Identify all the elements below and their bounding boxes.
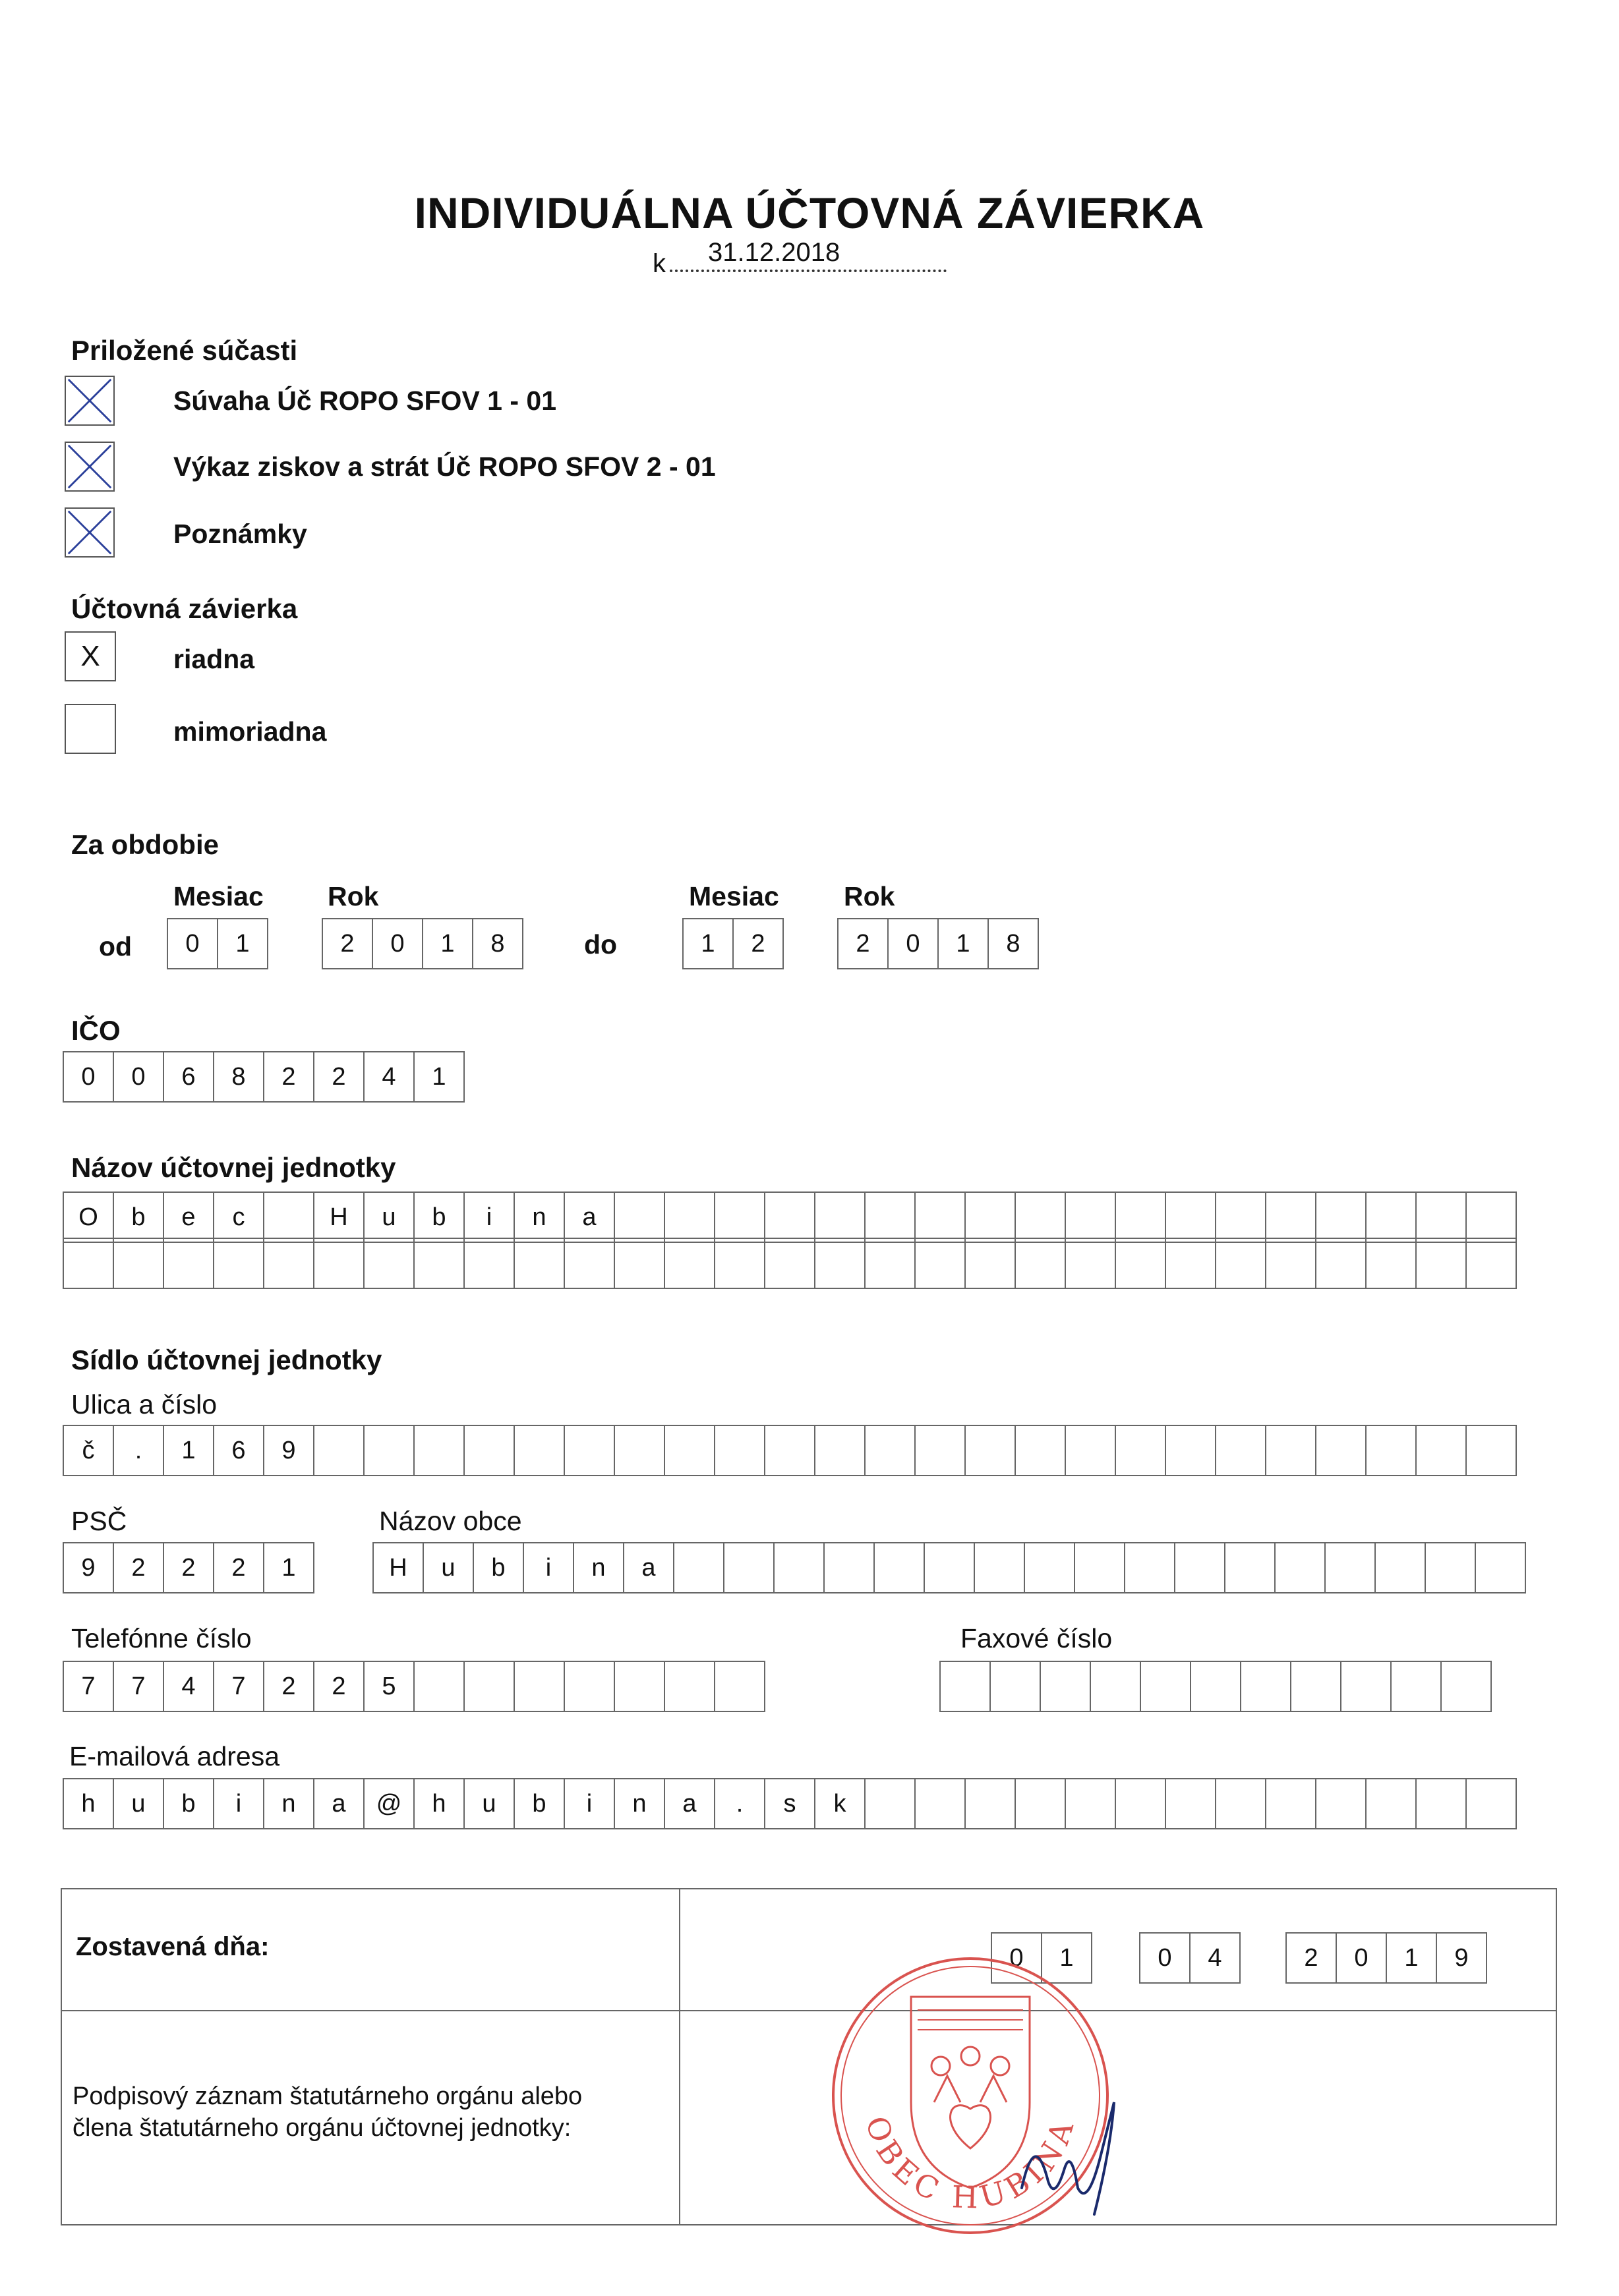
- street-grid-cell[interactable]: 9: [263, 1425, 314, 1476]
- phone-grid-cell[interactable]: 7: [113, 1661, 164, 1712]
- town-grid-cell[interactable]: [1074, 1542, 1125, 1593]
- regular-label: riadna: [173, 644, 255, 674]
- to-year-label: Rok: [844, 881, 895, 911]
- street-grid-cell[interactable]: [1215, 1425, 1266, 1476]
- street-grid-cell[interactable]: [514, 1425, 565, 1476]
- street-grid-cell[interactable]: [1365, 1425, 1417, 1476]
- email-grid-cell[interactable]: b: [514, 1778, 565, 1829]
- entity-name-row2-cell[interactable]: [313, 1238, 365, 1289]
- email-grid-cell[interactable]: n: [614, 1778, 665, 1829]
- email-grid-cell[interactable]: [1415, 1778, 1467, 1829]
- town-grid-cell[interactable]: [1425, 1542, 1476, 1593]
- psc-grid-cell[interactable]: 2: [163, 1542, 214, 1593]
- entity-name-row1-cell[interactable]: [1165, 1191, 1216, 1243]
- entity-name-row1-cell[interactable]: [1465, 1191, 1517, 1243]
- street-grid-cell[interactable]: [864, 1425, 916, 1476]
- street-grid-cell[interactable]: [1265, 1425, 1316, 1476]
- email-grid-cell[interactable]: [964, 1778, 1016, 1829]
- period-heading: Za obdobie: [71, 829, 219, 860]
- ico-grid-cell[interactable]: 2: [263, 1051, 314, 1103]
- to-month-grid-cell[interactable]: 1: [682, 918, 734, 969]
- street-grid-cell[interactable]: [1115, 1425, 1166, 1476]
- to-month-label: Mesiac: [689, 881, 779, 911]
- fax-grid-cell[interactable]: [1440, 1661, 1492, 1712]
- entity-name-row2-cell[interactable]: [764, 1238, 815, 1289]
- town-grid-cell[interactable]: [1374, 1542, 1426, 1593]
- entity-name-row1-cell[interactable]: [914, 1191, 966, 1243]
- from-year-grid-cell[interactable]: 2: [322, 918, 373, 969]
- as-of-line: [653, 238, 947, 279]
- street-grid-cell[interactable]: [564, 1425, 615, 1476]
- email-grid-cell[interactable]: [1015, 1778, 1066, 1829]
- entity-name-row1-cell[interactable]: O: [63, 1191, 114, 1243]
- table-divider-vertical: [679, 1888, 680, 2225]
- town-grid-cell[interactable]: H: [372, 1542, 424, 1593]
- phone-grid-cell[interactable]: [514, 1661, 565, 1712]
- entity-name-row1-cell[interactable]: [1015, 1191, 1066, 1243]
- email-grid-cell[interactable]: h: [63, 1778, 114, 1829]
- fax-grid-cell[interactable]: [1240, 1661, 1291, 1712]
- street-grid-cell[interactable]: [463, 1425, 515, 1476]
- psc-label: PSČ: [71, 1506, 127, 1536]
- entity-name-row2-cell[interactable]: [814, 1238, 866, 1289]
- email-grid-cell[interactable]: [1465, 1778, 1517, 1829]
- entity-name-row1-cell[interactable]: [1265, 1191, 1316, 1243]
- phone-grid-cell[interactable]: 7: [63, 1661, 114, 1712]
- town-grid-cell[interactable]: [773, 1542, 825, 1593]
- town-grid-cell[interactable]: u: [423, 1542, 474, 1593]
- to-year-grid-cell[interactable]: 1: [937, 918, 989, 969]
- entity-name-row1-cell[interactable]: [1365, 1191, 1417, 1243]
- from-year-label: Rok: [328, 881, 379, 911]
- to-label: do: [584, 929, 618, 960]
- ico-grid-cell[interactable]: 8: [213, 1051, 264, 1103]
- fax-grid-cell[interactable]: [1040, 1661, 1091, 1712]
- entity-name-row2-cell[interactable]: [1265, 1238, 1316, 1289]
- attached-check-2[interactable]: [65, 442, 115, 492]
- phone-label: Telefónne číslo: [71, 1623, 252, 1653]
- street-grid-cell[interactable]: [914, 1425, 966, 1476]
- ico-heading: IČO: [71, 1015, 121, 1046]
- entity-name-row1-cell[interactable]: H: [313, 1191, 365, 1243]
- as-of-date-field[interactable]: [670, 238, 947, 272]
- entity-name-row1-cell[interactable]: [664, 1191, 715, 1243]
- entity-name-row1-cell[interactable]: [864, 1191, 916, 1243]
- psc-grid-cell[interactable]: 1: [263, 1542, 314, 1593]
- from-month-grid-cell[interactable]: 1: [217, 918, 268, 969]
- email-grid-cell[interactable]: [1115, 1778, 1166, 1829]
- attached-label-3: Poznámky: [173, 519, 307, 549]
- street-grid-cell[interactable]: č: [63, 1425, 114, 1476]
- street-grid-cell[interactable]: [664, 1425, 715, 1476]
- fax-grid-cell[interactable]: [1340, 1661, 1392, 1712]
- email-label: E-mailová adresa: [69, 1741, 280, 1771]
- attached-label-2: Výkaz ziskov a strát Úč ROPO SFOV 2 - 01: [173, 451, 716, 482]
- email-grid-cell[interactable]: u: [113, 1778, 164, 1829]
- fax-grid-cell[interactable]: [1290, 1661, 1341, 1712]
- town-grid[interactable]: [372, 1542, 1526, 1593]
- phone-grid-cell[interactable]: [614, 1661, 665, 1712]
- town-grid-cell[interactable]: [974, 1542, 1025, 1593]
- entity-name-row2-cell[interactable]: [664, 1238, 715, 1289]
- entity-name-row1-cell[interactable]: [964, 1191, 1016, 1243]
- to-year-grid[interactable]: [837, 918, 1039, 969]
- entity-name-row2-cell[interactable]: [914, 1238, 966, 1289]
- email-grid-cell[interactable]: [1365, 1778, 1417, 1829]
- from-year-grid-cell[interactable]: 0: [372, 918, 423, 969]
- to-month-grid[interactable]: [682, 918, 784, 969]
- email-grid-cell[interactable]: n: [263, 1778, 314, 1829]
- entity-name-row1-cell[interactable]: b: [113, 1191, 164, 1243]
- ico-grid-cell[interactable]: 6: [163, 1051, 214, 1103]
- fax-label: Faxové číslo: [960, 1623, 1113, 1653]
- phone-grid-cell[interactable]: 2: [263, 1661, 314, 1712]
- entity-name-row2-cell[interactable]: [213, 1238, 264, 1289]
- email-grid-cell[interactable]: [1315, 1778, 1367, 1829]
- email-grid-cell[interactable]: [864, 1778, 916, 1829]
- street-grid-cell[interactable]: [714, 1425, 765, 1476]
- email-grid-cell[interactable]: [914, 1778, 966, 1829]
- phone-grid-cell[interactable]: [564, 1661, 615, 1712]
- email-grid-cell[interactable]: [1165, 1778, 1216, 1829]
- entity-name-heading: Názov účtovnej jednotky: [71, 1152, 396, 1183]
- entity-name-row2-cell[interactable]: [514, 1238, 565, 1289]
- entity-name-row2-cell[interactable]: [363, 1238, 415, 1289]
- handwritten-signature-icon: [1015, 2089, 1134, 2221]
- entity-name-row2-cell[interactable]: [1315, 1238, 1367, 1289]
- street-grid-cell[interactable]: [363, 1425, 415, 1476]
- entity-name-row2-cell[interactable]: [614, 1238, 665, 1289]
- phone-grid-cell[interactable]: 7: [213, 1661, 264, 1712]
- town-grid-cell[interactable]: [673, 1542, 724, 1593]
- entity-name-row2-cell[interactable]: [1165, 1238, 1216, 1289]
- town-label: Názov obce: [379, 1506, 522, 1536]
- from-month-grid[interactable]: [167, 918, 268, 969]
- entity-name-row1-cell[interactable]: [1215, 1191, 1266, 1243]
- from-year-grid-cell[interactable]: 1: [422, 918, 473, 969]
- entity-name-row1-cell[interactable]: [1415, 1191, 1467, 1243]
- ico-grid-cell[interactable]: 4: [363, 1051, 415, 1103]
- entity-name-row2-cell[interactable]: [1465, 1238, 1517, 1289]
- from-label: od: [99, 931, 132, 961]
- entity-name-row2-cell[interactable]: [1015, 1238, 1066, 1289]
- phone-grid-cell[interactable]: [463, 1661, 515, 1712]
- extraordinary-label: mimoriadna: [173, 716, 327, 747]
- town-grid-cell[interactable]: [1224, 1542, 1276, 1593]
- to-month-grid-cell[interactable]: 2: [732, 918, 784, 969]
- ico-grid[interactable]: [63, 1051, 465, 1103]
- entity-name-row1-cell[interactable]: e: [163, 1191, 214, 1243]
- entity-name-row1[interactable]: [63, 1191, 1517, 1243]
- fax-grid-cell[interactable]: [1190, 1661, 1241, 1712]
- psc-grid-cell[interactable]: 2: [213, 1542, 264, 1593]
- attached-check-1[interactable]: [65, 376, 115, 426]
- extraordinary-check[interactable]: [65, 704, 116, 754]
- entity-name-row1-cell[interactable]: [714, 1191, 765, 1243]
- compiled-year-grid-cell[interactable]: 2: [1285, 1932, 1337, 1984]
- town-grid-cell[interactable]: [723, 1542, 775, 1593]
- street-grid-cell[interactable]: [814, 1425, 866, 1476]
- email-grid-cell[interactable]: i: [213, 1778, 264, 1829]
- entity-name-row2-cell[interactable]: [564, 1238, 615, 1289]
- compiled-year-grid-cell[interactable]: 1: [1386, 1932, 1437, 1984]
- street-grid-cell[interactable]: [1165, 1425, 1216, 1476]
- ico-grid-cell[interactable]: 2: [313, 1051, 365, 1103]
- signature-label-line2: člena štatutárneho orgánu účtovnej jednotky:: [73, 2114, 572, 2142]
- entity-name-row2-cell[interactable]: [163, 1238, 214, 1289]
- entity-name-row2-cell[interactable]: [714, 1238, 765, 1289]
- town-grid-cell[interactable]: [873, 1542, 925, 1593]
- email-grid-cell[interactable]: a: [313, 1778, 365, 1829]
- street-grid-cell[interactable]: .: [113, 1425, 164, 1476]
- town-grid-cell[interactable]: [823, 1542, 875, 1593]
- fax-grid-cell[interactable]: [1090, 1661, 1141, 1712]
- email-grid-cell[interactable]: .: [714, 1778, 765, 1829]
- attached-check-3[interactable]: [65, 507, 115, 558]
- entity-name-row1-cell[interactable]: u: [363, 1191, 415, 1243]
- town-grid-cell[interactable]: [1124, 1542, 1175, 1593]
- compiled-day-grid-cell[interactable]: 1: [1041, 1932, 1092, 1984]
- compiled-month-grid-cell[interactable]: 4: [1189, 1932, 1241, 1984]
- email-grid-cell[interactable]: a: [664, 1778, 715, 1829]
- entity-name-row1-cell[interactable]: c: [213, 1191, 264, 1243]
- town-grid-cell[interactable]: n: [573, 1542, 624, 1593]
- entity-name-row1-cell[interactable]: b: [413, 1191, 465, 1243]
- compiled-year-grid-cell[interactable]: 0: [1336, 1932, 1387, 1984]
- compiled-day-grid-cell[interactable]: 0: [991, 1932, 1042, 1984]
- street-grid[interactable]: [63, 1425, 1517, 1476]
- street-grid-cell[interactable]: [413, 1425, 465, 1476]
- entity-name-row2[interactable]: [63, 1238, 1517, 1289]
- town-grid-cell[interactable]: [1024, 1542, 1075, 1593]
- psc-grid[interactable]: [63, 1542, 314, 1593]
- email-grid-cell[interactable]: s: [764, 1778, 815, 1829]
- entity-name-row1-cell[interactable]: [814, 1191, 866, 1243]
- email-grid-cell[interactable]: [1215, 1778, 1266, 1829]
- entity-name-row2-cell[interactable]: [463, 1238, 515, 1289]
- ico-grid-cell[interactable]: 0: [63, 1051, 114, 1103]
- compiled-month-grid[interactable]: [1139, 1932, 1241, 1984]
- street-grid-cell[interactable]: [614, 1425, 665, 1476]
- entity-name-row2-cell[interactable]: [1365, 1238, 1417, 1289]
- entity-name-row1-cell[interactable]: [1065, 1191, 1116, 1243]
- compiled-label: Zostavená dňa:: [76, 1932, 270, 1961]
- street-grid-cell[interactable]: 1: [163, 1425, 214, 1476]
- attached-parts-heading: Priložené súčasti: [71, 335, 298, 366]
- email-grid-cell[interactable]: h: [413, 1778, 465, 1829]
- psc-grid-cell[interactable]: 9: [63, 1542, 114, 1593]
- entity-name-row1-cell[interactable]: [1115, 1191, 1166, 1243]
- email-grid-cell[interactable]: @: [363, 1778, 415, 1829]
- document-title: INDIVIDUÁLNA ÚČTOVNÁ ZÁVIERKA: [414, 188, 1205, 237]
- entity-name-row1-cell[interactable]: [1315, 1191, 1367, 1243]
- fax-grid-cell[interactable]: [939, 1661, 991, 1712]
- town-grid-cell[interactable]: a: [623, 1542, 674, 1593]
- entity-name-row2-cell[interactable]: [864, 1238, 916, 1289]
- from-year-grid-cell[interactable]: 8: [472, 918, 523, 969]
- phone-grid[interactable]: [63, 1661, 765, 1712]
- town-grid-cell[interactable]: [1324, 1542, 1376, 1593]
- as-of-date: 31.12.2018: [708, 238, 840, 267]
- entity-name-row2-cell[interactable]: [1065, 1238, 1116, 1289]
- entity-name-row2-cell[interactable]: [1115, 1238, 1166, 1289]
- entity-name-row1-cell[interactable]: i: [463, 1191, 515, 1243]
- entity-name-row1-cell[interactable]: a: [564, 1191, 615, 1243]
- compiled-month-grid-cell[interactable]: 0: [1139, 1932, 1191, 1984]
- statement-type-heading: Účtovná závierka: [71, 593, 298, 624]
- street-grid-cell[interactable]: [1015, 1425, 1066, 1476]
- phone-grid-cell[interactable]: 4: [163, 1661, 214, 1712]
- street-grid-cell[interactable]: [1465, 1425, 1517, 1476]
- ico-grid-cell[interactable]: 1: [413, 1051, 465, 1103]
- table-divider-horizontal: [61, 2010, 1557, 2011]
- to-year-grid-cell[interactable]: 8: [987, 918, 1039, 969]
- entity-name-row1-cell[interactable]: [263, 1191, 314, 1243]
- to-year-grid-cell[interactable]: 2: [837, 918, 889, 969]
- psc-grid-cell[interactable]: 2: [113, 1542, 164, 1593]
- entity-name-row2-cell[interactable]: [263, 1238, 314, 1289]
- entity-name-row1-cell[interactable]: [614, 1191, 665, 1243]
- address-heading: Sídlo účtovnej jednotky: [71, 1344, 382, 1375]
- entity-name-row2-cell[interactable]: [964, 1238, 1016, 1289]
- entity-name-row2-cell[interactable]: [63, 1238, 114, 1289]
- email-grid-cell[interactable]: [1065, 1778, 1116, 1829]
- fax-grid-cell[interactable]: [1140, 1661, 1191, 1712]
- town-grid-cell[interactable]: [1274, 1542, 1326, 1593]
- street-grid-cell[interactable]: [1065, 1425, 1116, 1476]
- signature-label-line1: Podpisový záznam štatutárneho orgánu alebo: [73, 2082, 583, 2110]
- street-grid-cell[interactable]: [764, 1425, 815, 1476]
- town-grid-cell[interactable]: [1475, 1542, 1526, 1593]
- phone-grid-cell[interactable]: 5: [363, 1661, 415, 1712]
- town-grid-cell[interactable]: b: [473, 1542, 524, 1593]
- email-grid-cell[interactable]: u: [463, 1778, 515, 1829]
- regular-check[interactable]: X: [65, 631, 116, 681]
- entity-name-row1-cell[interactable]: [764, 1191, 815, 1243]
- entity-name-row2-cell[interactable]: [413, 1238, 465, 1289]
- fax-grid-cell[interactable]: [1390, 1661, 1442, 1712]
- from-month-grid-cell[interactable]: 0: [167, 918, 218, 969]
- town-grid-cell[interactable]: [1174, 1542, 1225, 1593]
- town-grid-cell[interactable]: [924, 1542, 975, 1593]
- phone-grid-cell[interactable]: [714, 1661, 765, 1712]
- street-grid-cell[interactable]: [1315, 1425, 1367, 1476]
- street-grid-cell[interactable]: 6: [213, 1425, 264, 1476]
- ico-grid-cell[interactable]: 0: [113, 1051, 164, 1103]
- entity-name-row2-cell[interactable]: [1215, 1238, 1266, 1289]
- compiled-year-grid-cell[interactable]: 9: [1436, 1932, 1487, 1984]
- email-grid-cell[interactable]: k: [814, 1778, 866, 1829]
- svg-text:OBEC HUBINA: OBEC HUBINA: [858, 2111, 1082, 2216]
- street-grid-cell[interactable]: [1415, 1425, 1467, 1476]
- town-grid-cell[interactable]: i: [523, 1542, 574, 1593]
- email-grid-cell[interactable]: b: [163, 1778, 214, 1829]
- from-month-label: Mesiac: [173, 881, 264, 911]
- email-grid-cell[interactable]: [1265, 1778, 1316, 1829]
- compiled-year-grid[interactable]: [1285, 1932, 1487, 1984]
- entity-name-row2-cell[interactable]: [113, 1238, 164, 1289]
- attached-label-1: Súvaha Úč ROPO SFOV 1 - 01: [173, 386, 557, 416]
- fax-grid[interactable]: [939, 1661, 1492, 1712]
- fax-grid-cell[interactable]: [989, 1661, 1041, 1712]
- phone-grid-cell[interactable]: 2: [313, 1661, 365, 1712]
- from-year-grid[interactable]: [322, 918, 523, 969]
- as-of-prefix: k: [653, 249, 666, 278]
- street-grid-cell[interactable]: [313, 1425, 365, 1476]
- entity-name-row2-cell[interactable]: [1415, 1238, 1467, 1289]
- email-grid-cell[interactable]: i: [564, 1778, 615, 1829]
- street-label: Ulica a číslo: [71, 1389, 218, 1420]
- entity-name-row1-cell[interactable]: n: [514, 1191, 565, 1243]
- phone-grid-cell[interactable]: [413, 1661, 465, 1712]
- phone-grid-cell[interactable]: [664, 1661, 715, 1712]
- street-grid-cell[interactable]: [964, 1425, 1016, 1476]
- email-grid[interactable]: [63, 1778, 1517, 1829]
- to-year-grid-cell[interactable]: 0: [887, 918, 939, 969]
